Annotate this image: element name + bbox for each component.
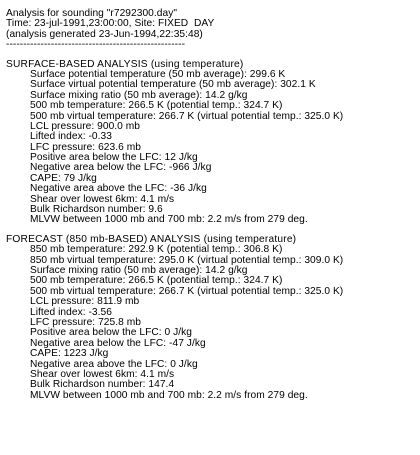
header-time-site: Time: 23-jul-1991,23:00:00, Site: FIXED DAY bbox=[6, 18, 215, 30]
surface-line: Surface virtual potential temperature (50 mb average): 302.1 K bbox=[30, 79, 316, 91]
forecast-line: Lifted index: -3.56 bbox=[30, 306, 112, 318]
surface-section-title: SURFACE-BASED ANALYSIS (using temperature) bbox=[6, 58, 244, 70]
forecast-line: 500 mb temperature: 266.5 K (potential temp.: 324.7 K) bbox=[30, 275, 283, 287]
forecast-section-title: FORECAST (850 mb-BASED) ANALYSIS (using temperature) bbox=[6, 233, 297, 245]
header-title: Analysis for sounding "r7292300.day" bbox=[6, 8, 178, 19]
forecast-section bbox=[6, 235, 416, 401]
surface-line: Lifted index: -0.33 bbox=[30, 131, 112, 143]
header-generated: (analysis generated 23-Jun-1994,22:35:48) bbox=[6, 28, 203, 40]
header-block bbox=[6, 9, 416, 51]
surface-line: Surface potential temperature (50 mb average): 299.6 K bbox=[30, 68, 286, 80]
forecast-line: LCL pressure: 811.9 mb bbox=[30, 296, 140, 308]
forecast-line: CAPE: 1223 J/kg bbox=[30, 348, 109, 360]
forecast-line: LFC pressure: 725.8 mb bbox=[30, 316, 141, 328]
forecast-line: Bulk Richardson number: 147.4 bbox=[30, 379, 175, 391]
surface-line: Negative area above the LFC: -36 J/kg bbox=[30, 183, 207, 195]
surface-line: 500 mb virtual temperature: 266.7 K (virtual potential temp.: 325.0 K) bbox=[30, 110, 344, 122]
forecast-line: 500 mb virtual temperature: 266.7 K (virtual potential temp.: 325.0 K) bbox=[30, 285, 344, 297]
forecast-line: MLVW between 1000 mb and 700 mb: 2.2 m/s from 279 deg. bbox=[30, 389, 308, 401]
surface-line: Shear over lowest 6km: 4.1 m/s bbox=[30, 193, 175, 205]
forecast-line: 850 mb temperature: 292.9 K (potential temp.: 306.8 K) bbox=[30, 244, 283, 256]
surface-section bbox=[6, 60, 416, 226]
surface-line: CAPE: 79 J/kg bbox=[30, 172, 97, 184]
surface-line: LFC pressure: 623.6 mb bbox=[30, 141, 141, 153]
forecast-line: Negative area above the LFC: 0 J/kg bbox=[30, 358, 198, 370]
forecast-line: Negative area below the LFC: -47 J/kg bbox=[30, 337, 206, 349]
header-separator: ---------------------------------------------------- bbox=[6, 40, 186, 51]
surface-line: Bulk Richardson number: 9.6 bbox=[30, 204, 163, 216]
surface-line: 500 mb temperature: 266.5 K (potential temp.: 324.7 K) bbox=[30, 100, 283, 112]
forecast-line: 850 mb virtual temperature: 295.0 K (virtual potential temp.: 309.0 K) bbox=[30, 254, 344, 266]
forecast-line: Surface mixing ratio (50 mb average): 14.2 g/kg bbox=[30, 264, 248, 276]
forecast-line: Shear over lowest 6km: 4.1 m/s bbox=[30, 368, 175, 380]
surface-line: Negative area below the LFC: -966 J/kg bbox=[30, 162, 212, 174]
surface-line: Surface mixing ratio (50 mb average): 14.2 g/kg bbox=[30, 89, 248, 101]
surface-line: MLVW between 1000 mb and 700 mb: 2.2 m/s from 279 deg. bbox=[30, 214, 308, 226]
forecast-line: Positive area below the LFC: 0 J/kg bbox=[30, 327, 192, 339]
surface-line: LCL pressure: 900.0 mb bbox=[30, 120, 141, 132]
surface-line: Positive area below the LFC: 12 J/kg bbox=[30, 152, 198, 164]
sounding-analysis-document bbox=[6, 9, 416, 401]
